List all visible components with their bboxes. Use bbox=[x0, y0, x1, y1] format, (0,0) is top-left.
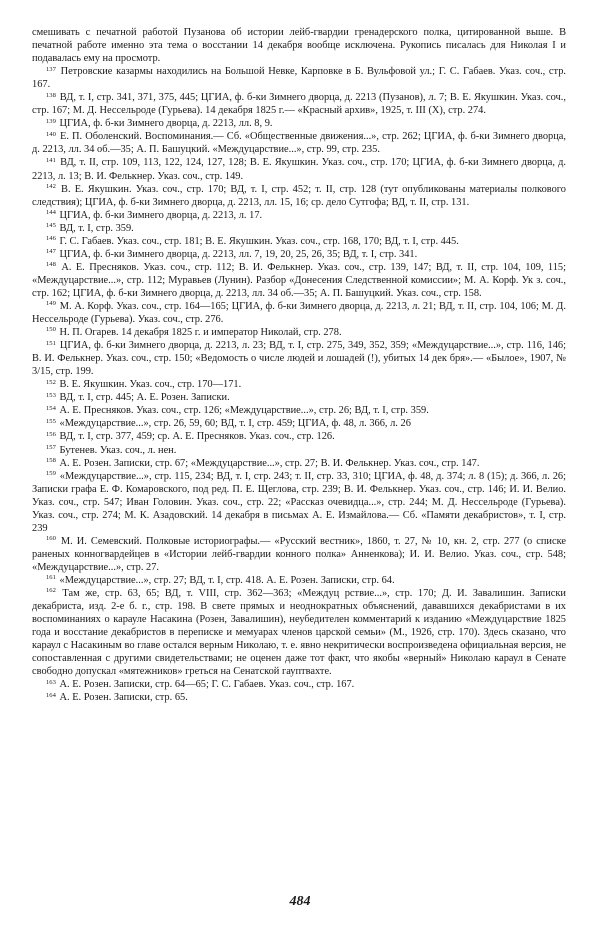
endnote-text: ВД, т. I, стр. 377, 459; ср. А. Е. Пресняков. Указ. соч., стр. 126. bbox=[59, 431, 335, 443]
endnote-number: 159 bbox=[46, 469, 56, 477]
endnote-text: ВД, т. I, стр. 445; А. Е. Розен. Записки. bbox=[59, 392, 230, 404]
endnote bbox=[32, 183, 566, 209]
endnote-number: 161 bbox=[46, 574, 56, 582]
endnote-text: ВД, т. II, стр. 109, 113, 122, 124, 127, 128; В. Е. Якушкин. Указ. соч., стр. 170; ЦГИА, ф. б-ки Зимнего дворца, д. 2213, л. 13; В. И. Фелькнер. Указ. соч., стр. 149. bbox=[32, 157, 566, 182]
endnote-text: ЦГИА, ф. б-ки Зимнего дворца, д. 2213, л. 17. bbox=[59, 209, 263, 221]
endnote-number: 144 bbox=[46, 209, 56, 217]
endnote-text: А. Е. Розен. Записки, стр. 64—65; Г. С. Габаев. Указ. соч., стр. 167. bbox=[59, 679, 355, 691]
endnote-number: 147 bbox=[46, 248, 56, 256]
endnote bbox=[32, 209, 566, 222]
endnote-text: смешивать с печатной работой Пузанова об истории лейб-гвардии гренадерского полка, цитированной выше. В печатной работе именно эта тема о восстании 14 декабря вообще исключена. Рукопись писалась для Николая I и подавалась ему на просмотр. bbox=[32, 27, 566, 65]
endnote bbox=[32, 235, 566, 248]
endnote-number: 158 bbox=[46, 456, 56, 464]
endnote-text: ЦГИА, ф. б-ки Зимнего дворца, д. 2213, л. 23; ВД, т. I, стр. 275, 349, 352, 359; «Междуцарствие...», стр. 116, 146; В. И. Фелькнер. Указ. соч., стр. 150; «Ведомость о числе людей и лошадей (!), убитых 14 дек бря».— «Былое», 1907, № 3/15, стр. 199. bbox=[32, 340, 566, 378]
endnote bbox=[32, 156, 566, 182]
endnote-number: 151 bbox=[46, 339, 56, 347]
endnote-number: 140 bbox=[46, 130, 56, 138]
endnote-text: В. Е. Якушкин. Указ. соч., стр. 170—171. bbox=[59, 379, 242, 391]
endnote bbox=[32, 678, 566, 691]
endnote-text: ЦГИА, ф. б-ки Зимнего дворца, д. 2213, лл. 7, 19, 20, 25, 26, 35; ВД, т. I, стр. 341. bbox=[59, 248, 418, 260]
endnote bbox=[32, 457, 566, 470]
endnote-number: 146 bbox=[46, 235, 56, 243]
endnote bbox=[32, 587, 566, 678]
endnote bbox=[32, 130, 566, 156]
endnote bbox=[32, 691, 566, 704]
endnote-number: 155 bbox=[46, 417, 56, 425]
endnote-number: 145 bbox=[46, 222, 56, 230]
endnote-text: Г. С. Габаев. Указ. соч., стр. 181; В. Е. Якушкин. Указ. соч., стр. 168, 170; ВД, т. I, стр. 445. bbox=[59, 235, 459, 247]
endnote-text: А. Е. Пресняков. Указ. соч., стр. 126; «Междуцарствие...», стр. 26; ВД, т. I, стр. 359. bbox=[59, 405, 429, 417]
endnote bbox=[32, 261, 566, 300]
endnote bbox=[32, 470, 566, 535]
endnote-number: 149 bbox=[46, 300, 56, 308]
endnote-text: В. Е. Якушкин. Указ. соч., стр. 170; ВД, т. I, стр. 452; т. II, стр. 128 (тут опубликованы материалы полкового следствия); ЦГИА, ф. б-ки Зимнего дворца, д. 2213, лл. 15, 16; ср. дело Сутгофа; ВД, т. II, стр. 131. bbox=[32, 183, 566, 208]
endnote-text: Е. П. Оболенский. Воспоминания.— Сб. «Общественные движения...», стр. 262; ЦГИА, ф. б-ки Зимнего дворца, д. 2213, лл. 34 об.—35; А. П. Башуцкий. «Междуцарствие...», стр. 99, стр. 235. bbox=[32, 131, 566, 156]
endnote-text: Бутенев. Указ. соч., л. нен. bbox=[59, 444, 177, 456]
endnote bbox=[32, 65, 566, 91]
endnote bbox=[32, 404, 566, 417]
endnote-number: 160 bbox=[46, 535, 56, 543]
endnote-text: Н. П. Огарев. 14 декабря 1825 г. и император Николай, стр. 278. bbox=[59, 327, 342, 339]
endnote bbox=[32, 326, 566, 339]
endnote-text: М. А. Корф. Указ. соч., стр. 164—165; ЦГИА, ф. б-ки Зимнего дворца, д. 2213, л. 21; ВД, т. II, стр. 104, 106; М. Д. Нессельроде (Гурьева). Указ. соч., стр. 276. bbox=[32, 300, 566, 326]
endnote bbox=[32, 117, 566, 130]
endnote-number: 157 bbox=[46, 443, 56, 451]
endnote-number: 142 bbox=[46, 182, 56, 190]
endnote-text: ВД, т. I, стр. 341, 371, 375, 445; ЦГИА, ф. б-ки Зимнего дворца, д. 2213 (Пузанов), л. 7; В. Е. Якушкин. Указ. соч., стр. 167; М. Д. Нессельроде (Гурьева). 14 декабря 1825 г.— «Красный архив», 1925, т. III (X), стр. 274. bbox=[32, 92, 566, 117]
endnote-number: 138 bbox=[46, 91, 56, 99]
endnote-text: М. И. Семевский. Полковые историографы.— «Русский вестник», 1860, т. 27, № 10, кн. 2, стр. 277 (о списке раненых конногвардейцев в «Истории лейб-гвардии конного полка» Анненкова); И. И. Велио. Указ. соч., стр. 548; «Междуцарствие...», стр. 27. bbox=[32, 535, 566, 573]
endnote-continued bbox=[32, 26, 566, 65]
endnote-number: 156 bbox=[46, 430, 56, 438]
endnote-text: А. Е. Пресняков. Указ. соч., стр. 112; В. И. Фелькнер. Указ. соч., стр. 139, 147; ВД, т. II, стр. 104, 109, 115; «Междуцарствие...», стр. 112; Муравьев (Лунин). Разбор «Донесения Следственной комиссии»; М. А. Корф. Ук з. соч., стр. 162; ЦГИА, ф. б-ки Зимнего дворца, д. 2213, лл. 34 об.—35; А. П. Башуцкий. Указ. соч., стр. 158. bbox=[32, 261, 566, 299]
endnote bbox=[32, 417, 566, 430]
endnote bbox=[32, 535, 566, 574]
endnote bbox=[32, 339, 566, 378]
endnote bbox=[32, 574, 566, 587]
endnote-text: «Междуцарствие...», стр. 26, 59, 60; ВД, т. I, стр. 459; ЦГИА, ф. 48, л. 366, л. 26 bbox=[59, 418, 411, 430]
endnote bbox=[32, 300, 566, 326]
endnote bbox=[32, 378, 566, 391]
endnote bbox=[32, 248, 566, 261]
endnote-number: 148 bbox=[46, 261, 56, 269]
page-number: 484 bbox=[289, 894, 311, 909]
endnote bbox=[32, 222, 566, 235]
endnote bbox=[32, 91, 566, 117]
endnote-text: Петровские казармы находились на Большой Невке, Карповке в Б. Вульфовой ул.; Г. С. Габаев. Указ. соч., стр. 167. bbox=[32, 66, 566, 91]
endnote-number: 137 bbox=[46, 65, 56, 73]
endnote-text: Там же, стр. 63, 65; ВД, т. VIII, стр. 362—363; «Междуц рствие...», стр. 170; Д. И. Завалишин. Записки декабриста, изд. 2-е б. г., стр. 198. В свете прямых и неоднократных объяснений, дававшихся декабристами в их воспоминаниях о карауле Насакина (Розен, Завалишин), неубедителен комментарий к изданию «Междуцарствие 1825 года и восстание декабристов в переписке и мемуарах членов царской семьи» (М., 1926, стр. 170). Здесь сказано, что караул с Насакиным во главе остался верным Николаю, т. е. явно некритически воспроизведена официальная версия, не сопоставленная с другими свидетельствами; не оценен даже тот факт, что якобы «верный» Николаю караул в Сенате свободно допускал «мятежников» греться на Сенатской гауптвахте. bbox=[32, 588, 566, 678]
endnote-text: «Междуцарствие...», стр. 27; ВД, т. I, стр. 418. А. Е. Розен. Записки, стр. 64. bbox=[59, 574, 395, 586]
endnote bbox=[32, 391, 566, 404]
endnotes bbox=[32, 26, 566, 704]
endnote bbox=[32, 444, 566, 457]
endnote-number: 154 bbox=[46, 404, 56, 412]
endnote-text: А. Е. Розен. Записки, стр. 65. bbox=[59, 692, 188, 704]
endnote-number: 153 bbox=[46, 391, 56, 399]
endnote-number: 141 bbox=[46, 156, 56, 164]
endnote-text: ВД, т. I, стр. 359. bbox=[59, 222, 134, 234]
endnote-number: 150 bbox=[46, 326, 56, 334]
endnote-text: ЦГИА, ф. б-ки Зимнего дворца, д. 2213, лл. 8, 9. bbox=[59, 118, 273, 130]
endnote-text: А. Е. Розен. Записки, стр. 67; «Междуцарствие...», стр. 27; В. И. Фелькнер. Указ. соч., стр. 147. bbox=[59, 457, 480, 469]
endnote-text: «Междуцарствие...», стр. 115, 234; ВД, т. I, стр. 243; т. II, стр. 33, 310; ЦГИА, ф. 48, д. 374; л. 8 (15); д. 366, л. 26; Записки графа Е. Ф. Комаровского, под ред. П. Е. Щеглова, стр. 239; В. И. Фелькнер. Указ. соч., стр. 146; И. И. Велио. Указ. соч., стр. 547; Иван Головин. Указ. соч., стр. 22; «Рассказ очевидца...», стр. 244; М. Д. Нессельроде (Гурьева). Указ. соч., стр. 274; М. К. Азадовский. 14 декабря в письмах А. Е. Измайлова.— Сб. «Памяти декабристов», т. I, стр. 239 bbox=[32, 470, 566, 534]
endnote bbox=[32, 430, 566, 443]
endnote-number: 152 bbox=[46, 378, 56, 386]
endnote-number: 162 bbox=[46, 587, 56, 595]
endnote-number: 163 bbox=[46, 678, 56, 686]
endnote-number: 139 bbox=[46, 117, 56, 125]
endnote-number: 164 bbox=[46, 691, 56, 699]
